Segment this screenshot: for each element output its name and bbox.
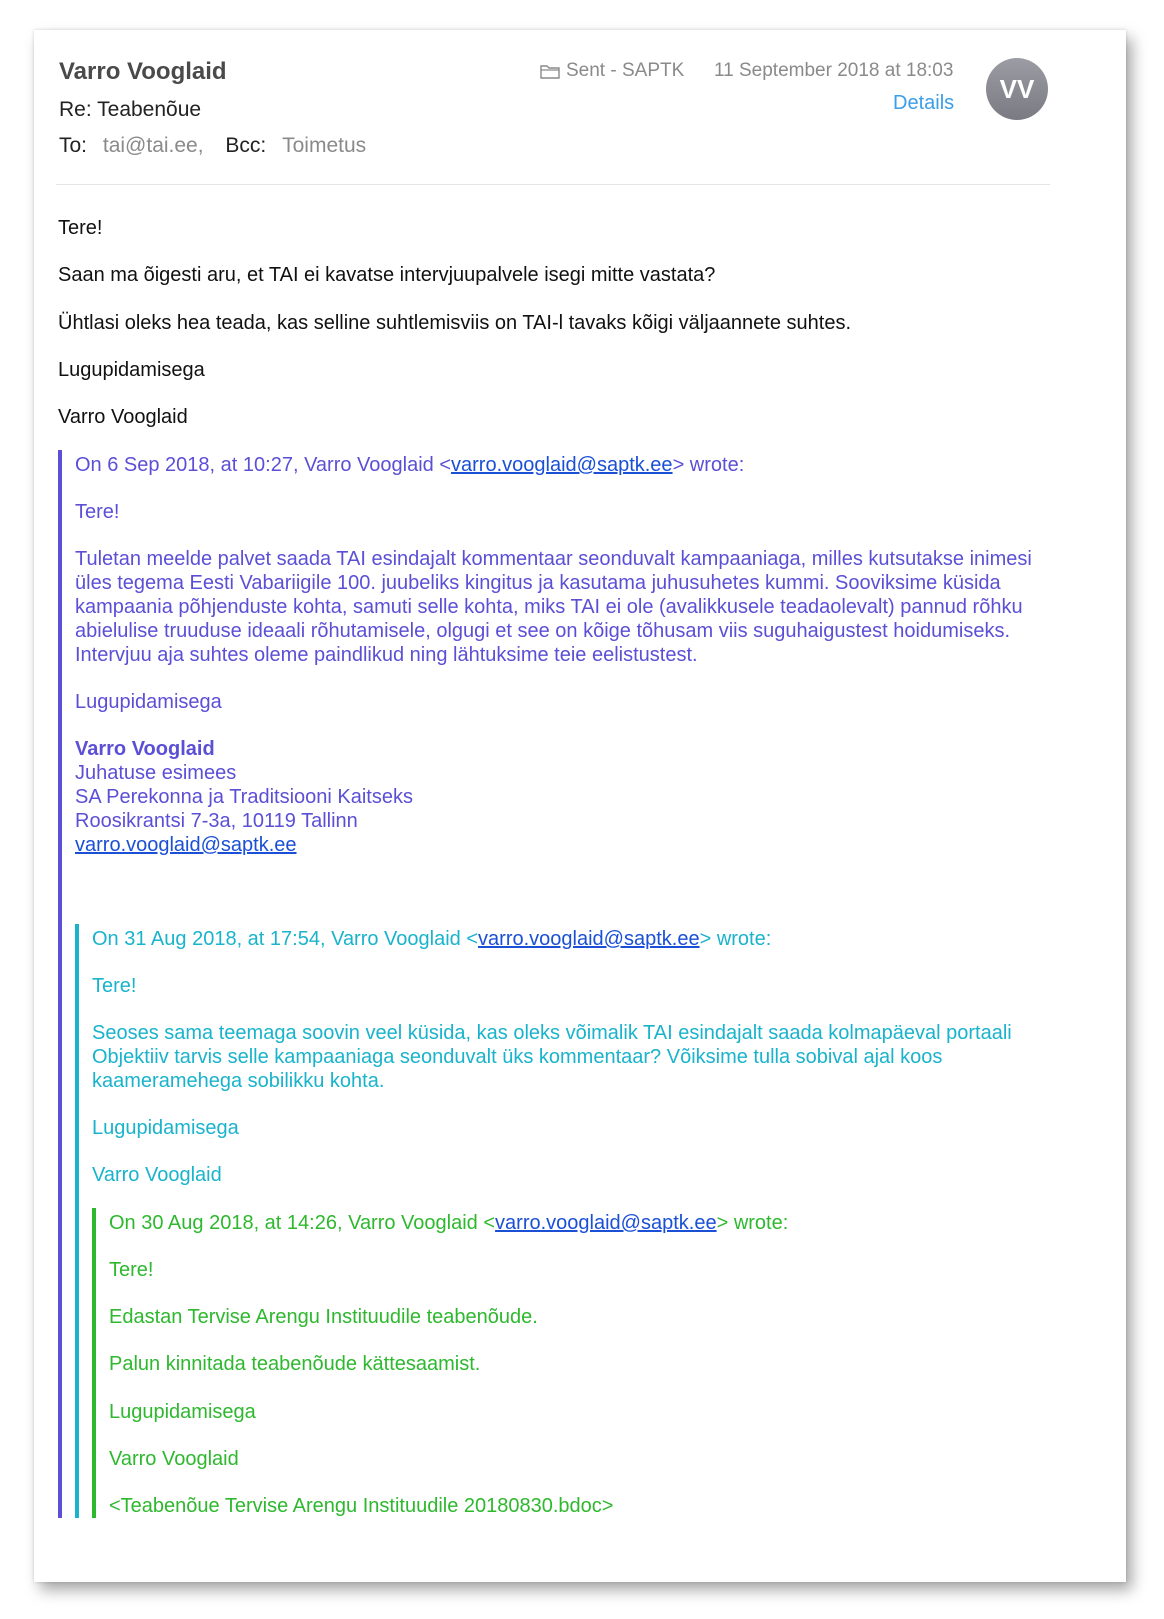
quote-bar-level-2 (75, 924, 79, 1518)
quote1-para-line: Intervjuu aja suhtes oleme paindlikud ning lähtuksime teie eelistustest. (75, 644, 698, 666)
quote2-para-line: kaameramehega sobilikku kohta. (92, 1070, 385, 1092)
quote1-para-line: abielulise truuduse ideaali rõhutamisele, olgugi et see on kõige tõhusam viis suguhaigustest hoidumiseks. (75, 620, 1010, 642)
bcc-label: Bcc: (225, 134, 267, 157)
attachment-reference[interactable]: <Teabenõue Tervise Arengu Instituudile 20180830.bdoc> (109, 1495, 614, 1517)
details-link[interactable]: Details (893, 92, 955, 114)
quote1-closing: Lugupidamisega (75, 691, 222, 713)
quote2-signature: Varro Vooglaid (92, 1164, 222, 1186)
folder-icon (540, 63, 560, 79)
quote1-email-link[interactable]: varro.vooglaid@saptk.ee (451, 454, 673, 476)
quote1-para-line: Tuletan meelde palvet saada TAI esindajalt kommentaar seonduvalt kampaaniaga, milles kutsutakse inimesi (75, 548, 1032, 570)
bcc-recipient[interactable]: Toimetus (282, 134, 367, 157)
header-divider (56, 184, 1050, 185)
quote3-header-suffix: > wrote: (716, 1212, 789, 1234)
quote-bar-level-1 (58, 450, 62, 1518)
body-signature: Varro Vooglaid (58, 406, 188, 428)
quote3-signature: Varro Vooglaid (109, 1448, 239, 1470)
quote1-greeting: Tere! (75, 501, 120, 523)
body-line-2: Ühtlasi oleks hea teada, kas selline suhtlemisviis on TAI-l tavaks kõigi väljaannete suhtes. (58, 312, 851, 334)
quote3-email-link[interactable]: varro.vooglaid@saptk.ee (495, 1212, 717, 1234)
quote1-sig-title: Juhatuse esimees (75, 762, 237, 784)
quote2-closing: Lugupidamisega (92, 1117, 239, 1139)
recipients-row (59, 134, 366, 158)
mailbox-label: Sent - SAPTK (566, 60, 685, 81)
quote1-header-suffix: > wrote: (672, 454, 745, 476)
subject-line: Re: Teabenõue (59, 98, 202, 121)
body-line-1: Saan ma õigesti aru, et TAI ei kavatse intervjuupalvele isegi mitte vastata? (58, 264, 716, 286)
quote2-greeting: Tere! (92, 975, 137, 997)
to-label: To: (59, 134, 88, 157)
quote3-header-text: On 30 Aug 2018, at 14:26, Varro Vooglaid < (109, 1212, 496, 1234)
quote2-para-line: Seoses sama teemaga soovin veel küsida, kas oleks võimalik TAI esindajalt saada kolmapäeval portaali (92, 1022, 1012, 1044)
quote3-header (109, 1211, 788, 1235)
quote1-sig-name: Varro Vooglaid (75, 738, 215, 760)
quote1-sig-address: Roosikrantsi 7-3a, 10119 Tallinn (75, 810, 358, 832)
quote2-header-text: On 31 Aug 2018, at 17:54, Varro Vooglaid < (92, 928, 479, 950)
sent-date: 11 September 2018 at 18:03 (714, 60, 954, 81)
quote3-line-2: Palun kinnitada teabenõude kättesaamist. (109, 1353, 481, 1375)
quote1-header-text: On 6 Sep 2018, at 10:27, Varro Vooglaid < (75, 454, 452, 476)
body-closing: Lugupidamisega (58, 359, 205, 381)
quote1-sig-org: SA Perekonna ja Traditsiooni Kaitseks (75, 786, 413, 808)
sender-name: Varro Vooglaid (59, 58, 227, 85)
email-view (34, 30, 1126, 1582)
body-greeting: Tere! (58, 217, 103, 239)
quote1-para-line: kampaania põhjenduste kohta, samuti selle kohta, miks TAI ei ole (avalikkusele teadaolevalt) pannud rõhku (75, 596, 1023, 618)
quote-bar-level-3 (92, 1208, 96, 1518)
quote2-para-line: Objektiiv tarvis selle kampaaniaga seonduvalt üks kommentaar? Võiksime tulla sobival ajal koos (92, 1046, 943, 1068)
quote1-sig-email-link[interactable]: varro.vooglaid@saptk.ee (75, 834, 297, 856)
avatar[interactable]: VV (986, 58, 1048, 120)
quote1-header (75, 453, 744, 477)
quote3-greeting: Tere! (109, 1259, 154, 1281)
quote3-closing: Lugupidamisega (109, 1401, 256, 1423)
quote1-para-line: üles tegema Eesti Vabariigile 100. juubeliks kingitus ja kasutama juhusuhetes kummi. Sooviksime küsida (75, 572, 1001, 594)
to-recipient[interactable]: tai@tai.ee, (102, 134, 204, 157)
quote2-email-link[interactable]: varro.vooglaid@saptk.ee (478, 928, 700, 950)
quote2-header (92, 927, 771, 951)
mailbox-indicator[interactable] (540, 60, 684, 82)
quote3-line-1: Edastan Tervise Arengu Instituudile teabenõude. (109, 1306, 538, 1328)
quote2-header-suffix: > wrote: (699, 928, 772, 950)
